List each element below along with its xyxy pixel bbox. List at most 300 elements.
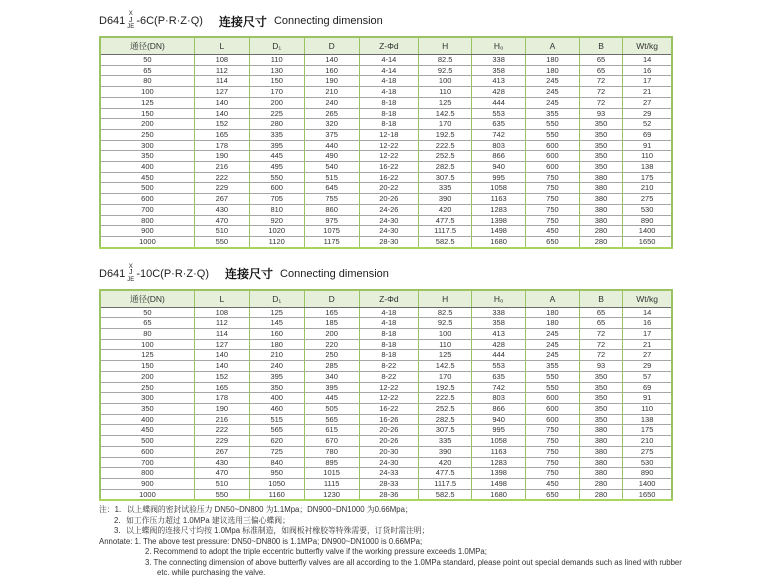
- column-header: 通径(DN): [100, 37, 194, 55]
- table-cell: 8-18: [359, 97, 418, 108]
- table-cell: 114: [194, 76, 249, 87]
- table-cell: 112: [194, 65, 249, 76]
- table-cell: 450: [526, 478, 580, 489]
- table-cell: 1163: [472, 194, 526, 205]
- column-header: B: [579, 290, 622, 308]
- table-cell: 550: [526, 371, 580, 382]
- table-cell: 28-30: [359, 236, 418, 247]
- table-cell: 350: [579, 140, 622, 151]
- table-cell: 110: [419, 87, 472, 98]
- table-cell: 282.5: [419, 162, 472, 173]
- table-cell: 445: [304, 393, 359, 404]
- table-cell: 1680: [472, 236, 526, 247]
- table-cell: 742: [472, 129, 526, 140]
- variant-top: X: [128, 11, 133, 18]
- table-cell: 12-18: [359, 129, 418, 140]
- table-cell: 350: [579, 119, 622, 130]
- table-cell: 20-22: [359, 183, 418, 194]
- table-cell: 750: [526, 425, 580, 436]
- table-cell: 28-33: [359, 478, 418, 489]
- table-cell: 350: [100, 403, 194, 414]
- table-cell: 180: [526, 55, 580, 66]
- table-cell: 8-18: [359, 108, 418, 119]
- table-cell: 530: [623, 457, 672, 468]
- table-row: [100, 403, 672, 414]
- table-cell: 940: [472, 162, 526, 173]
- table-cell: 477.5: [419, 468, 472, 479]
- table-cell: 138: [623, 414, 672, 425]
- note-en-3: 3. The connecting dimension of above butterfly valves are all according to the 1.0MPa standard, please point out special demands such as lined with rubber: [145, 557, 682, 567]
- column-header: 通径(DN): [100, 290, 194, 308]
- table-cell: 400: [249, 393, 304, 404]
- table-cell: 16: [623, 318, 672, 329]
- table-cell: 240: [249, 361, 304, 372]
- table-cell: 250: [100, 382, 194, 393]
- table-cell: 280: [579, 489, 622, 500]
- table-cell: 65: [579, 318, 622, 329]
- table-cell: 615: [304, 425, 359, 436]
- table-cell: 125: [100, 97, 194, 108]
- column-header: A: [526, 37, 580, 55]
- variant-bottom: JE: [127, 276, 135, 283]
- table-cell: 180: [526, 307, 580, 318]
- table-cell: 14: [623, 55, 672, 66]
- table-cell: 444: [472, 350, 526, 361]
- table-cell: 69: [623, 382, 672, 393]
- table-cell: 550: [526, 119, 580, 130]
- table-cell: 16-22: [359, 172, 418, 183]
- table-cell: 280: [579, 236, 622, 247]
- variant-top: X: [128, 263, 133, 270]
- table-cell: 705: [249, 194, 304, 205]
- table-cell: 350: [579, 371, 622, 382]
- table-row: [100, 162, 672, 173]
- table-row: [100, 236, 672, 247]
- table-cell: 29: [623, 108, 672, 119]
- table-cell: 550: [526, 382, 580, 393]
- table-cell: 600: [526, 162, 580, 173]
- table-cell: 265: [304, 108, 359, 119]
- table-cell: 17: [623, 76, 672, 87]
- table-row: [100, 194, 672, 205]
- table-cell: 12-22: [359, 382, 418, 393]
- table-cell: 285: [304, 361, 359, 372]
- table-cell: 1020: [249, 226, 304, 237]
- table-cell: 125: [419, 350, 472, 361]
- table-cell: 29: [623, 361, 672, 372]
- dimension-table-10c: [99, 289, 673, 502]
- table-cell: 553: [472, 108, 526, 119]
- table-cell: 430: [194, 204, 249, 215]
- table-cell: 600: [249, 183, 304, 194]
- table-cell: 57: [623, 371, 672, 382]
- table-row: [100, 339, 672, 350]
- table-cell: 1680: [472, 489, 526, 500]
- table-cell: 350: [579, 393, 622, 404]
- table-cell: 8-22: [359, 361, 418, 372]
- table-cell: 152: [194, 371, 249, 382]
- table-cell: 110: [623, 403, 672, 414]
- table-row: [100, 183, 672, 194]
- table-cell: 275: [623, 446, 672, 457]
- column-header: Wt/kg: [623, 290, 672, 308]
- table-cell: 975: [304, 215, 359, 226]
- table-cell: 140: [194, 361, 249, 372]
- table-cell: 225: [249, 108, 304, 119]
- table-cell: 350: [579, 162, 622, 173]
- table-cell: 500: [100, 183, 194, 194]
- table-cell: 550: [194, 489, 249, 500]
- table-cell: 27: [623, 350, 672, 361]
- table-cell: 635: [472, 371, 526, 382]
- table-cell: 8-18: [359, 119, 418, 130]
- table-cell: 350: [579, 414, 622, 425]
- table-cell: 252.5: [419, 403, 472, 414]
- table-cell: 20-26: [359, 194, 418, 205]
- title-chinese: 连接尺寸: [218, 14, 267, 29]
- table-cell: 645: [304, 183, 359, 194]
- table-cell: 14: [623, 307, 672, 318]
- table-cell: 185: [304, 318, 359, 329]
- table-cell: 65: [579, 307, 622, 318]
- table-cell: 82.5: [419, 307, 472, 318]
- table-2-title: [99, 261, 759, 287]
- table-cell: 200: [304, 329, 359, 340]
- table-cell: 750: [526, 436, 580, 447]
- table-cell: 950: [249, 468, 304, 479]
- table-cell: 245: [526, 339, 580, 350]
- table-cell: 110: [249, 55, 304, 66]
- table-cell: 530: [623, 204, 672, 215]
- note-cn-1: 注：1．以上蝶阀的密封试验压力 DN50~DN800 为1.1Mpa；DN900~DN1000 为0.66Mpa；: [99, 505, 413, 515]
- table-cell: 93: [579, 108, 622, 119]
- table-cell: 444: [472, 97, 526, 108]
- table-cell: 350: [579, 382, 622, 393]
- table-cell: 920: [249, 215, 304, 226]
- table-row: [100, 87, 672, 98]
- table-cell: 150: [249, 76, 304, 87]
- table-cell: 200: [100, 119, 194, 130]
- table-cell: 395: [304, 382, 359, 393]
- table-cell: 600: [100, 194, 194, 205]
- table-cell: 340: [304, 371, 359, 382]
- table-cell: 515: [304, 172, 359, 183]
- table-cell: 24-26: [359, 204, 418, 215]
- table-cell: 1398: [472, 215, 526, 226]
- table-cell: 210: [623, 183, 672, 194]
- table-row: [100, 55, 672, 66]
- table-cell: 515: [249, 414, 304, 425]
- table-cell: 127: [194, 339, 249, 350]
- table-row: [100, 119, 672, 130]
- table-row: [100, 436, 672, 447]
- table-cell: 152: [194, 119, 249, 130]
- table-cell: 245: [526, 76, 580, 87]
- table-cell: 1650: [623, 236, 672, 247]
- model-suffix: -10C(P·R·Z·Q): [136, 267, 210, 280]
- table-row: [100, 350, 672, 361]
- table-cell: 245: [526, 97, 580, 108]
- table-cell: 550: [249, 172, 304, 183]
- table-cell: 4-18: [359, 87, 418, 98]
- table-cell: 267: [194, 194, 249, 205]
- table-cell: 91: [623, 140, 672, 151]
- table-cell: 112: [194, 318, 249, 329]
- table-cell: 800: [100, 468, 194, 479]
- table-cell: 413: [472, 329, 526, 340]
- table-cell: 229: [194, 436, 249, 447]
- table-cell: 1230: [304, 489, 359, 500]
- table-cell: 250: [100, 129, 194, 140]
- table-cell: 160: [304, 65, 359, 76]
- table-cell: 866: [472, 403, 526, 414]
- table-cell: 350: [579, 151, 622, 162]
- table-row: [100, 329, 672, 340]
- column-header: D₁: [249, 37, 304, 55]
- table-cell: 160: [249, 329, 304, 340]
- table-cell: 307.5: [419, 172, 472, 183]
- table-row: [100, 371, 672, 382]
- table-cell: 100: [100, 339, 194, 350]
- table-cell: 190: [194, 403, 249, 414]
- table-cell: 267: [194, 446, 249, 457]
- table-cell: 142.5: [419, 108, 472, 119]
- table-cell: 125: [419, 97, 472, 108]
- table-cell: 350: [249, 382, 304, 393]
- table-cell: 300: [100, 140, 194, 151]
- table-cell: 1115: [304, 478, 359, 489]
- table-cell: 72: [579, 329, 622, 340]
- table-cell: 170: [249, 87, 304, 98]
- table-cell: 8-18: [359, 350, 418, 361]
- model-variant-stack: [127, 264, 134, 284]
- table-cell: 565: [304, 414, 359, 425]
- dimension-table-6c: [99, 36, 673, 249]
- column-header: Z-Φd: [359, 290, 418, 308]
- table-cell: 21: [623, 339, 672, 350]
- table-cell: 890: [623, 468, 672, 479]
- table-cell: 750: [526, 457, 580, 468]
- column-header: H: [419, 290, 472, 308]
- table-cell: 335: [419, 436, 472, 447]
- table-row: [100, 393, 672, 404]
- table-cell: 490: [304, 151, 359, 162]
- table-cell: 222.5: [419, 393, 472, 404]
- table-cell: 1120: [249, 236, 304, 247]
- table-cell: 24-30: [359, 226, 418, 237]
- table-cell: 130: [249, 65, 304, 76]
- table-cell: 420: [419, 457, 472, 468]
- table-cell: 170: [419, 119, 472, 130]
- table-cell: 840: [249, 457, 304, 468]
- column-header: D₁: [249, 290, 304, 308]
- footnotes: [99, 505, 759, 579]
- table-cell: 252.5: [419, 151, 472, 162]
- page-content: [99, 8, 759, 579]
- table-cell: 108: [194, 55, 249, 66]
- table-cell: 192.5: [419, 382, 472, 393]
- table-cell: 150: [100, 108, 194, 119]
- table-cell: 1498: [472, 226, 526, 237]
- table-cell: 190: [194, 151, 249, 162]
- title-english: Connecting dimension: [280, 267, 389, 280]
- table-cell: 180: [526, 318, 580, 329]
- table-cell: 335: [419, 183, 472, 194]
- table-cell: 380: [579, 468, 622, 479]
- table-cell: 780: [304, 446, 359, 457]
- table-cell: 245: [526, 87, 580, 98]
- table-cell: 8-18: [359, 339, 418, 350]
- table-cell: 1117.5: [419, 226, 472, 237]
- table-row: [100, 172, 672, 183]
- table-cell: 142.5: [419, 361, 472, 372]
- table-cell: 742: [472, 382, 526, 393]
- table-cell: 200: [100, 371, 194, 382]
- table-cell: 380: [579, 457, 622, 468]
- note-cn-2: 2．如工作压力超过 1.0MPa 建议选用三偏心蝶阀；: [114, 515, 290, 525]
- table-cell: 803: [472, 140, 526, 151]
- table-row: [100, 478, 672, 489]
- table-row: [100, 468, 672, 479]
- header-row: [100, 290, 672, 308]
- table-cell: 138: [623, 162, 672, 173]
- table-cell: 550: [526, 129, 580, 140]
- table-cell: 1000: [100, 489, 194, 500]
- table-cell: 222: [194, 172, 249, 183]
- table-row: [100, 204, 672, 215]
- table-row: [100, 318, 672, 329]
- table-row: [100, 226, 672, 237]
- note-cn-3: 3．以上蝶阀的连接尺寸均按 1.0Mpa 标准制造，如阀板衬橡胶等特殊需要，订货时需注明；: [114, 526, 430, 536]
- table-cell: 165: [194, 382, 249, 393]
- table-cell: 72: [579, 350, 622, 361]
- table-row: [100, 414, 672, 425]
- table-cell: 92.5: [419, 65, 472, 76]
- table-cell: 380: [579, 436, 622, 447]
- table-cell: 755: [304, 194, 359, 205]
- table-row: [100, 151, 672, 162]
- table-cell: 355: [526, 361, 580, 372]
- table-row: [100, 140, 672, 151]
- table-cell: 380: [579, 425, 622, 436]
- table-cell: 125: [249, 307, 304, 318]
- table-cell: 192.5: [419, 129, 472, 140]
- table-cell: 190: [304, 76, 359, 87]
- table-cell: 180: [526, 65, 580, 76]
- table-row: [100, 361, 672, 372]
- note-en-2: 2. Recommend to adopt the triple eccentric butterfly valve if the working pressure exceeds 1.0MPa;: [145, 547, 487, 557]
- table-cell: 80: [100, 76, 194, 87]
- table-cell: 400: [100, 414, 194, 425]
- table-cell: 8-18: [359, 329, 418, 340]
- table-cell: 72: [579, 76, 622, 87]
- table-cell: 866: [472, 151, 526, 162]
- table-cell: 50: [100, 307, 194, 318]
- table-cell: 350: [579, 403, 622, 414]
- table-cell: 428: [472, 339, 526, 350]
- table-cell: 300: [100, 393, 194, 404]
- table-cell: 210: [304, 87, 359, 98]
- table-cell: 395: [249, 140, 304, 151]
- table-cell: 178: [194, 393, 249, 404]
- column-header: D: [304, 37, 359, 55]
- table-cell: 140: [194, 108, 249, 119]
- table-cell: 245: [526, 350, 580, 361]
- model-prefix: D641: [99, 267, 126, 280]
- model-prefix: D641: [99, 15, 126, 27]
- table-cell: 12-22: [359, 140, 418, 151]
- table-cell: 222: [194, 425, 249, 436]
- table-cell: 4-14: [359, 65, 418, 76]
- table-cell: 216: [194, 162, 249, 173]
- table-cell: 4-18: [359, 307, 418, 318]
- table-cell: 1498: [472, 478, 526, 489]
- table-row: [100, 446, 672, 457]
- table-cell: 810: [249, 204, 304, 215]
- table-cell: 250: [304, 350, 359, 361]
- table-cell: 380: [579, 446, 622, 457]
- table-cell: 69: [623, 129, 672, 140]
- column-header: H₀: [472, 290, 526, 308]
- table-cell: 995: [472, 425, 526, 436]
- table-cell: 1400: [623, 226, 672, 237]
- column-header: L: [194, 37, 249, 55]
- table-cell: 582.5: [419, 489, 472, 500]
- table-cell: 355: [526, 108, 580, 119]
- table-cell: 12-22: [359, 393, 418, 404]
- table-row: [100, 489, 672, 500]
- table-cell: 100: [100, 87, 194, 98]
- table-cell: 670: [304, 436, 359, 447]
- table-cell: 358: [472, 65, 526, 76]
- table-cell: 114: [194, 329, 249, 340]
- table-cell: 21: [623, 87, 672, 98]
- table-cell: 440: [304, 140, 359, 151]
- table-cell: 145: [249, 318, 304, 329]
- table-cell: 175: [623, 425, 672, 436]
- table-cell: 65: [579, 55, 622, 66]
- table-cell: 860: [304, 204, 359, 215]
- table-cell: 65: [100, 318, 194, 329]
- table-cell: 210: [249, 350, 304, 361]
- table-cell: 240: [304, 97, 359, 108]
- table-cell: 282.5: [419, 414, 472, 425]
- table-row: [100, 108, 672, 119]
- table-cell: 750: [526, 446, 580, 457]
- table-cell: 1015: [304, 468, 359, 479]
- table-cell: 72: [579, 97, 622, 108]
- table-cell: 470: [194, 468, 249, 479]
- table-cell: 350: [100, 151, 194, 162]
- table-cell: 80: [100, 329, 194, 340]
- table-cell: 750: [526, 204, 580, 215]
- table-cell: 24-30: [359, 457, 418, 468]
- table-cell: 229: [194, 183, 249, 194]
- table-cell: 430: [194, 457, 249, 468]
- table-cell: 650: [526, 236, 580, 247]
- table-cell: 320: [304, 119, 359, 130]
- table-cell: 8-22: [359, 371, 418, 382]
- table-cell: 380: [579, 172, 622, 183]
- table-1-title: [99, 8, 759, 34]
- table-cell: 20-26: [359, 436, 418, 447]
- table-cell: 1050: [249, 478, 304, 489]
- table-cell: 1400: [623, 478, 672, 489]
- column-header: Wt/kg: [623, 37, 672, 55]
- table-cell: 338: [472, 55, 526, 66]
- table-cell: 390: [419, 194, 472, 205]
- table-cell: 395: [249, 371, 304, 382]
